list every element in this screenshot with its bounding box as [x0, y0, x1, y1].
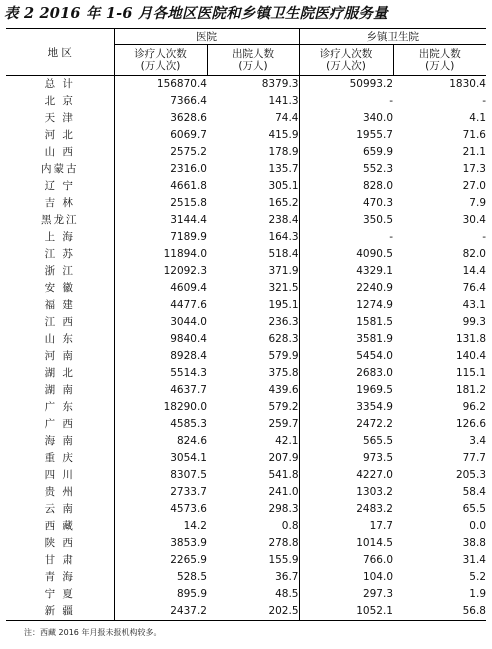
hospital-discharges-cell: 238.4: [268, 214, 299, 226]
hospital-visits-cell: 2733.7: [170, 486, 207, 498]
township-visits-cell: 552.3: [299, 161, 393, 178]
table-row: [6, 484, 486, 501]
table-row: [6, 450, 486, 467]
region-cell: 重 庆: [6, 450, 114, 467]
township-visits-cell: 2483.2: [299, 501, 393, 518]
hospital-visits-cell: 4637.7: [170, 384, 207, 396]
hospital-visits-cell: 7189.9: [170, 231, 207, 243]
region-cell: 浙 江: [6, 263, 114, 280]
region-cell: 总 计: [6, 76, 114, 94]
hospital-visits-cell: 4573.6: [170, 503, 207, 515]
hospital-visits-cell: 2515.8: [170, 197, 207, 209]
township-visits-cell: 1955.7: [299, 127, 393, 144]
hospital-discharges-cell: 36.7: [275, 571, 299, 583]
township-visits-cell: 766.0: [299, 552, 393, 569]
hospital-discharges-cell: 375.8: [268, 367, 299, 379]
table-row: [6, 586, 486, 603]
table-title: 表 2 2016 年 1-6 月各地区医院和乡镇卫生院医疗服务量: [4, 5, 388, 22]
table-row: [6, 144, 486, 161]
hospital-discharges-cell: 278.8: [268, 537, 299, 549]
township-discharges-cell: 96.2: [462, 401, 486, 413]
region-cell: 西 藏: [6, 518, 114, 535]
hospital-discharges-cell: 518.4: [268, 248, 299, 260]
hospital-visits-cell: 4661.8: [170, 180, 207, 192]
region-cell: 陕 西: [6, 535, 114, 552]
hospital-discharges-cell: 371.9: [268, 265, 299, 277]
hospital-discharges-cell: 259.7: [268, 418, 299, 430]
region-cell: 宁 夏: [6, 586, 114, 603]
region-cell: 山 西: [6, 144, 114, 161]
township-visits-cell: 3581.9: [299, 331, 393, 348]
hospital-discharges-cell: 178.9: [268, 146, 299, 158]
township-visits-cell: 2683.0: [299, 365, 393, 382]
hospital-discharges-cell: 541.8: [268, 469, 299, 481]
table-row: [6, 212, 486, 229]
hospital-visits-cell: 18290.0: [163, 401, 207, 413]
township-group-header: 乡镇卫生院: [299, 29, 486, 45]
township-visits-cell: 3354.9: [299, 399, 393, 416]
hospital-visits-cell: 4477.6: [170, 299, 207, 311]
hospital-discharges-header: 出院人数 (万人): [207, 45, 299, 76]
township-visits-cell: 1052.1: [299, 603, 393, 621]
township-visits-cell: 1014.5: [299, 535, 393, 552]
township-discharges-cell: 65.5: [462, 503, 486, 515]
region-cell: 广 西: [6, 416, 114, 433]
hospital-visits-cell: 528.5: [176, 571, 207, 583]
hospital-visits-cell: 5514.3: [170, 367, 207, 379]
hospital-visits-cell: 12092.3: [163, 265, 207, 277]
township-discharges-cell: 0.0: [469, 520, 486, 532]
township-discharges-cell: 99.3: [462, 316, 486, 328]
hospital-visits-cell: 2265.9: [170, 554, 207, 566]
township-visits-cell: 1303.2: [299, 484, 393, 501]
table-row: [6, 416, 486, 433]
hospital-visits-header: 诊疗人次数 (万人次): [114, 45, 207, 76]
table-row: [6, 365, 486, 382]
hospital-visits-cell: 895.9: [176, 588, 207, 600]
hospital-discharges-cell: 155.9: [268, 554, 299, 566]
hospital-discharges-cell: 141.3: [268, 95, 299, 107]
township-discharges-cell: 30.4: [462, 214, 486, 226]
hospital-discharges-cell: 48.5: [275, 588, 299, 600]
township-visits-cell: -: [299, 229, 393, 246]
hospital-discharges-cell: 0.8: [281, 520, 299, 532]
hospital-discharges-cell: 236.3: [268, 316, 299, 328]
hospital-visits-cell: 4609.4: [170, 282, 207, 294]
region-cell: 甘 肃: [6, 552, 114, 569]
hospital-discharges-cell: 298.3: [268, 503, 299, 515]
region-cell: 海 南: [6, 433, 114, 450]
township-discharges-cell: 76.4: [462, 282, 486, 294]
township-visits-cell: 828.0: [299, 178, 393, 195]
township-visits-cell: -: [299, 93, 393, 110]
township-visits-cell: 50993.2: [299, 76, 393, 94]
hospital-visits-cell: 6069.7: [170, 129, 207, 141]
table-row: [6, 433, 486, 450]
township-visits-cell: 1274.9: [299, 297, 393, 314]
region-cell: 辽 宁: [6, 178, 114, 195]
table-row: [6, 501, 486, 518]
township-discharges-cell: 56.8: [393, 603, 486, 621]
table-row: [6, 76, 486, 94]
hospital-visits-cell: 11894.0: [163, 248, 207, 260]
hospital-discharges-cell: 628.3: [268, 333, 299, 345]
table-row: [6, 399, 486, 416]
region-cell: 山 东: [6, 331, 114, 348]
township-discharges-cell: 38.8: [462, 537, 486, 549]
township-visits-cell: 104.0: [299, 569, 393, 586]
table-row: [6, 297, 486, 314]
hospital-visits-cell: 2437.2: [114, 603, 207, 621]
hospital-discharges-cell: 439.6: [268, 384, 299, 396]
region-cell: 江 西: [6, 314, 114, 331]
township-visits-cell: 297.3: [299, 586, 393, 603]
hospital-discharges-cell: 579.2: [268, 401, 299, 413]
township-discharges-cell: 1.9: [469, 588, 486, 600]
region-cell: 吉 林: [6, 195, 114, 212]
township-discharges-cell: 21.1: [462, 146, 486, 158]
hospital-visits-cell: 156870.4: [156, 78, 207, 90]
township-discharges-header: 出院人数 (万人): [393, 45, 486, 76]
township-discharges-cell: 14.4: [462, 265, 486, 277]
hospital-discharges-cell: 321.5: [268, 282, 299, 294]
township-visits-cell: 565.5: [299, 433, 393, 450]
region-cell: 湖 北: [6, 365, 114, 382]
hospital-discharges-cell: 415.9: [268, 129, 299, 141]
township-discharges-cell: 5.2: [469, 571, 486, 583]
table-row: [6, 314, 486, 331]
township-visits-cell: 470.3: [299, 195, 393, 212]
table-row: [6, 552, 486, 569]
region-cell: 四 川: [6, 467, 114, 484]
region-cell: 河 北: [6, 127, 114, 144]
table-row: [6, 467, 486, 484]
table-row: [6, 280, 486, 297]
table-row: [6, 246, 486, 263]
hospital-visits-cell: 7366.4: [170, 95, 207, 107]
township-discharges-cell: 82.0: [462, 248, 486, 260]
hospital-discharges-cell: 42.1: [275, 435, 299, 447]
hospital-visits-cell: 4585.3: [170, 418, 207, 430]
hospital-visits-cell: 3853.9: [170, 537, 207, 549]
table-row: [6, 603, 486, 621]
township-visits-cell: 2240.9: [299, 280, 393, 297]
township-visits-cell: 340.0: [299, 110, 393, 127]
hospital-visits-cell: 14.2: [183, 520, 207, 532]
hospital-discharges-cell: 207.9: [268, 452, 299, 464]
township-discharges-cell: -: [482, 231, 486, 243]
township-discharges-cell: 140.4: [455, 350, 486, 362]
township-visits-cell: 4090.5: [299, 246, 393, 263]
township-discharges-cell: 77.7: [462, 452, 486, 464]
table-row: [6, 93, 486, 110]
region-cell: 贵 州: [6, 484, 114, 501]
region-cell: 北 京: [6, 93, 114, 110]
table-row: [6, 178, 486, 195]
hospital-discharges-cell: 241.0: [268, 486, 299, 498]
table-row: [6, 161, 486, 178]
region-header: 地 区: [6, 29, 114, 76]
table-row: [6, 229, 486, 246]
hospital-discharges-cell: 165.2: [268, 197, 299, 209]
table-row: [6, 127, 486, 144]
township-discharges-cell: -: [482, 95, 486, 107]
table-body: [6, 76, 486, 621]
township-discharges-cell: 205.3: [455, 469, 486, 481]
table-row: [6, 110, 486, 127]
township-discharges-cell: 31.4: [462, 554, 486, 566]
township-visits-cell: 1581.5: [299, 314, 393, 331]
township-discharges-cell: 58.4: [462, 486, 486, 498]
table-row: [6, 348, 486, 365]
hospital-visits-cell: 3628.6: [170, 112, 207, 124]
region-cell: 青 海: [6, 569, 114, 586]
region-cell: 上 海: [6, 229, 114, 246]
hospital-discharges-cell: 305.1: [268, 180, 299, 192]
hospital-visits-cell: 2316.0: [170, 163, 207, 175]
township-discharges-cell: 131.8: [455, 333, 486, 345]
township-discharges-cell: 1830.4: [449, 78, 486, 90]
township-discharges-cell: 27.0: [462, 180, 486, 192]
hospital-visits-cell: 3044.0: [170, 316, 207, 328]
township-discharges-cell: 43.1: [462, 299, 486, 311]
township-visits-cell: 973.5: [299, 450, 393, 467]
table-row: [6, 263, 486, 280]
region-cell: 安 徽: [6, 280, 114, 297]
hospital-visits-cell: 8307.5: [170, 469, 207, 481]
township-discharges-cell: 17.3: [462, 163, 486, 175]
township-discharges-cell: 71.6: [462, 129, 486, 141]
township-visits-header: 诊疗人次数 (万人次): [299, 45, 393, 76]
region-cell: 福 建: [6, 297, 114, 314]
hospital-visits-cell: 9840.4: [170, 333, 207, 345]
hospital-discharges-cell: 74.4: [275, 112, 299, 124]
hospital-visits-cell: 3054.1: [170, 452, 207, 464]
table-row: [6, 382, 486, 399]
township-visits-cell: 5454.0: [299, 348, 393, 365]
region-cell: 云 南: [6, 501, 114, 518]
township-discharges-cell: 3.4: [469, 435, 486, 447]
township-discharges-cell: 126.6: [455, 418, 486, 430]
township-discharges-cell: 4.1: [469, 112, 486, 124]
region-cell: 新 疆: [6, 603, 114, 621]
hospital-discharges-cell: 579.9: [268, 350, 299, 362]
region-cell: 湖 南: [6, 382, 114, 399]
township-discharges-cell: 7.9: [469, 197, 486, 209]
hospital-discharges-cell: 195.1: [268, 299, 299, 311]
region-cell: 内蒙古: [6, 161, 114, 178]
region-cell: 天 津: [6, 110, 114, 127]
township-discharges-cell: 115.1: [455, 367, 486, 379]
township-discharges-cell: 181.2: [455, 384, 486, 396]
hospital-discharges-cell: 202.5: [207, 603, 299, 621]
table-row: [6, 535, 486, 552]
table-row: [6, 195, 486, 212]
table-row: [6, 569, 486, 586]
region-cell: 江 苏: [6, 246, 114, 263]
hospital-visits-cell: 824.6: [176, 435, 207, 447]
statistics-table: [6, 28, 486, 621]
township-visits-cell: 659.9: [299, 144, 393, 161]
township-visits-cell: 2472.2: [299, 416, 393, 433]
footnote: 注：西藏 2016 年月报未报机构较多。: [24, 628, 162, 637]
hospital-visits-cell: 3144.4: [170, 214, 207, 226]
hospital-discharges-cell: 135.7: [268, 163, 299, 175]
township-visits-cell: 4227.0: [299, 467, 393, 484]
hospital-visits-cell: 8928.4: [170, 350, 207, 362]
township-visits-cell: 4329.1: [299, 263, 393, 280]
region-cell: 河 南: [6, 348, 114, 365]
township-visits-cell: 1969.5: [299, 382, 393, 399]
region-cell: 黑龙江: [6, 212, 114, 229]
township-visits-cell: 17.7: [299, 518, 393, 535]
region-cell: 广 东: [6, 399, 114, 416]
hospital-discharges-cell: 164.3: [268, 231, 299, 243]
hospital-discharges-cell: 8379.3: [261, 78, 299, 90]
hospital-visits-cell: 2575.2: [170, 146, 207, 158]
township-visits-cell: 350.5: [299, 212, 393, 229]
table-row: [6, 331, 486, 348]
hospital-group-header: 医院: [114, 29, 299, 45]
table-row: [6, 518, 486, 535]
